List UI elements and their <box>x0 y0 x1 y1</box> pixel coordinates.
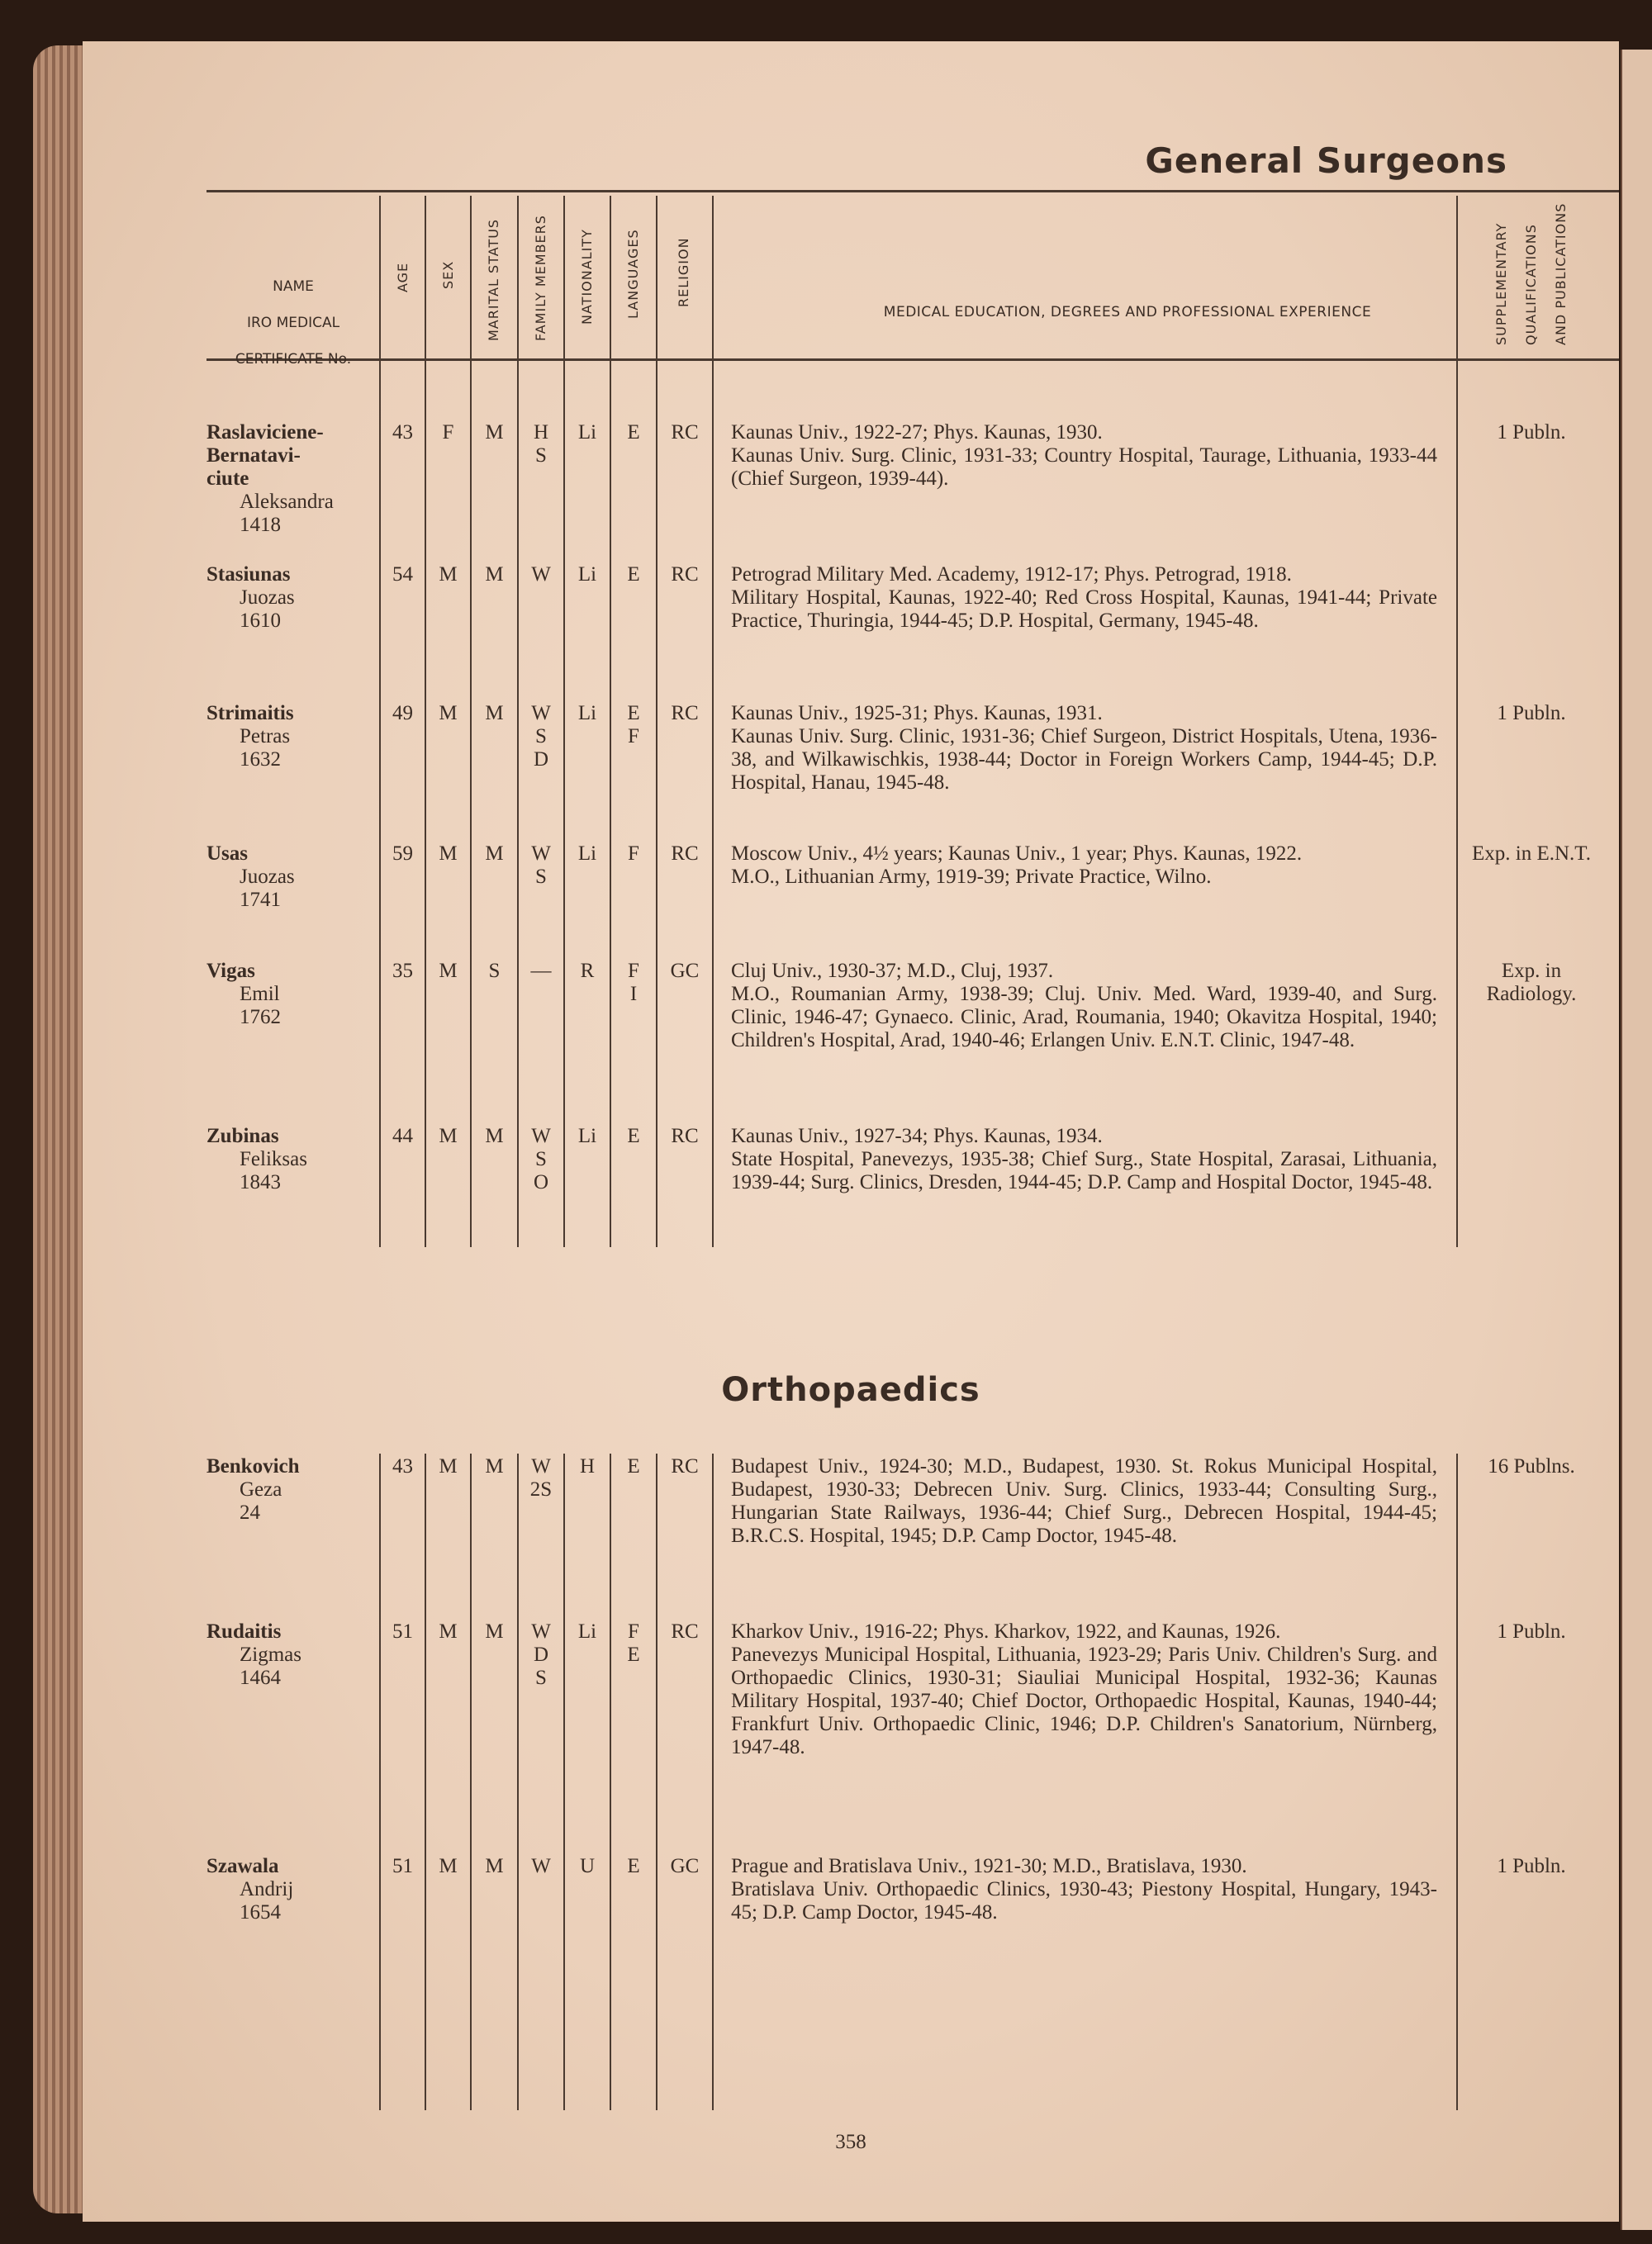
experience-paragraph: Kaunas Univ. Surg. Clinic, 1931-36; Chief Surgeon, District Hospitals, Utena, 1936-38, and Wilkawischkis, 1938-44; Doctor in Foreign Workers Camp, 1944-45; D.P. Hospital, Hanau, 1945-48. <box>731 725 1437 794</box>
family-member: 2S <box>529 1478 553 1501</box>
religion-cell: GC <box>670 1855 700 1877</box>
family-member: D <box>533 748 549 771</box>
family-member: S <box>535 1667 547 1689</box>
certificate-number: 1464 <box>240 1667 281 1689</box>
experience-paragraph: Budapest Univ., 1924-30; M.D., Budapest, 1930. St. Rokus Municipal Hospital, Budapest, 1930-33; Debrecen Univ. Surg. Clinics, 1933-44; Consulting Surg., Hungarian State Railways, 1936-44; Chief Surg., Debrecen Hospital, 1944-45; B.R.C.S. Hospital, 1945; D.P. Camp Doctor, 1945-48. <box>731 1455 1437 1547</box>
supplementary-cell: 1 Publn. <box>1497 421 1566 444</box>
family-member: S <box>535 725 547 747</box>
experience-paragraph: Prague and Bratislava Univ., 1921-30; M.D., Bratislava, 1930. <box>731 1855 1247 1877</box>
surname: Bernatavi- <box>206 444 301 467</box>
family-member: S <box>535 866 547 888</box>
languages-cell <box>610 421 657 444</box>
column-separator-line <box>425 359 426 1247</box>
column-separator-line <box>563 1454 565 2110</box>
sex-cell: M <box>439 1620 458 1643</box>
family-member: W <box>531 1455 551 1478</box>
religion-cell: RC <box>671 1125 699 1147</box>
experience-paragraph: Kharkov Univ., 1916-22; Phys. Kharkov, 1922, and Kaunas, 1926. <box>731 1620 1281 1643</box>
supplementary-cell: 1 Publn. <box>1497 702 1566 724</box>
first-name: Juozas <box>240 866 295 888</box>
medical-experience-cell <box>731 1455 1437 1548</box>
column-separator-line <box>470 196 472 361</box>
nationality-cell: Li <box>577 702 597 724</box>
languages-cell <box>610 960 657 1006</box>
surname: Zubinas <box>206 1125 279 1147</box>
age-cell: 43 <box>392 1455 413 1478</box>
supplementary-cell: Exp. in E.N.T. <box>1472 842 1591 865</box>
marital-status-cell: M <box>485 563 504 586</box>
marital-status-cell: M <box>485 1455 504 1478</box>
first-name: Feliksas <box>240 1148 307 1170</box>
languages-cell <box>610 563 657 586</box>
col-header-marital: MARITAL STATUS <box>486 218 501 341</box>
languages-cell <box>610 842 657 866</box>
age-cell: 49 <box>392 702 413 724</box>
age-cell: 44 <box>392 1125 413 1147</box>
family-member: D <box>533 1644 549 1666</box>
first-name: Petras <box>240 725 291 747</box>
column-separator-line <box>425 196 426 361</box>
doctor-name-cell <box>206 1455 380 1525</box>
doctor-name-cell <box>206 702 380 771</box>
col-header-age: AGE <box>395 262 411 292</box>
medical-experience-cell <box>731 1620 1437 1759</box>
language: E <box>627 1855 640 1877</box>
first-name: Emil <box>240 983 280 1005</box>
sex-cell: M <box>439 563 458 586</box>
family-member: — <box>530 960 552 982</box>
col-header-family: FAMILY MEMBERS <box>533 215 548 341</box>
surname: Raslaviciene- <box>206 421 324 444</box>
marital-status-cell: M <box>485 421 504 444</box>
col-header-supp-line3: AND PUBLICATIONS <box>1553 202 1569 345</box>
family-member: W <box>531 563 551 586</box>
col-header-medical: MEDICAL EDUCATION, DEGREES AND PROFESSIONAL EXPERIENCE <box>883 304 1372 320</box>
experience-paragraph: Kaunas Univ. Surg. Clinic, 1931-33; Country Hospital, Taurage, Lithuania, 1933-44 (Chief Surgeon, 1939-44). <box>731 444 1437 490</box>
languages-cell <box>610 1125 657 1148</box>
col-header-name <box>206 268 380 377</box>
certificate-number: 1741 <box>240 889 281 911</box>
surname: ciute <box>206 467 249 490</box>
religion-cell: GC <box>670 960 700 982</box>
family-member: W <box>531 1125 551 1147</box>
language: E <box>627 563 640 586</box>
sex-cell: M <box>439 842 458 865</box>
sex-cell: M <box>439 1125 458 1147</box>
family-members-cell <box>518 563 564 586</box>
supplementary-cell: 1 Publn. <box>1497 1855 1566 1877</box>
language: F <box>628 725 639 747</box>
age-cell: 51 <box>392 1620 413 1643</box>
surname: Stasiunas <box>206 563 291 586</box>
doctor-name-cell <box>206 563 380 633</box>
religion-cell: RC <box>671 1455 699 1478</box>
sex-cell: M <box>439 1455 458 1478</box>
experience-paragraph: Kaunas Univ., 1927-34; Phys. Kaunas, 1934. <box>731 1125 1103 1147</box>
language: E <box>627 702 640 724</box>
marital-status-cell: M <box>485 842 504 865</box>
experience-paragraph: Petrograd Military Med. Academy, 1912-17; Phys. Petrograd, 1918. <box>731 563 1292 586</box>
column-separator-line <box>379 1454 381 2110</box>
surname: Szawala <box>206 1855 279 1877</box>
experience-paragraph: Cluj Univ., 1930-37; M.D., Cluj, 1937. <box>731 960 1054 982</box>
experience-paragraph: Moscow Univ., 4½ years; Kaunas Univ., 1 year; Phys. Kaunas, 1922. <box>731 842 1303 865</box>
religion-cell: RC <box>671 702 699 724</box>
language: F <box>628 1620 639 1643</box>
marital-status-cell: M <box>485 1125 504 1147</box>
marital-status-cell: M <box>485 702 504 724</box>
header-bottom-rule <box>206 358 1619 361</box>
family-members-cell <box>518 702 564 771</box>
nationality-cell: R <box>580 960 595 982</box>
languages-cell <box>610 1455 657 1478</box>
marital-status-cell: M <box>485 1855 504 1877</box>
col-header-name-line3: CERTIFICATE No. <box>235 351 352 368</box>
surname: Vigas <box>206 960 255 982</box>
experience-paragraph: Kaunas Univ., 1925-31; Phys. Kaunas, 1931. <box>731 702 1103 724</box>
nationality-cell: Li <box>577 1620 597 1643</box>
languages-cell <box>610 702 657 748</box>
column-separator-line <box>610 359 611 1247</box>
family-members-cell <box>518 1125 564 1194</box>
doctor-name-cell <box>206 842 380 912</box>
nationality-cell: H <box>579 1455 596 1478</box>
doctor-name-cell <box>206 421 380 537</box>
col-header-nationality: NATIONALITY <box>579 229 595 325</box>
col-header-languages: LANGUAGES <box>625 229 641 319</box>
doctor-name-cell <box>206 1620 380 1690</box>
language: E <box>627 421 640 444</box>
col-header-religion: RELIGION <box>676 237 691 307</box>
column-separator-line <box>470 359 472 1247</box>
column-separator-line <box>563 196 565 361</box>
column-separator-line <box>517 196 519 361</box>
column-separator-line <box>517 1454 519 2110</box>
age-cell: 43 <box>392 421 413 444</box>
column-separator-line <box>563 359 565 1247</box>
col-header-supp-line1: SUPPLEMENTARY <box>1493 222 1509 345</box>
religion-cell: RC <box>671 421 699 444</box>
first-name: Juozas <box>240 586 295 609</box>
language: I <box>629 983 638 1005</box>
family-members-cell <box>518 842 564 889</box>
nationality-cell: Li <box>577 421 597 444</box>
orthopaedics-title: Orthopaedics <box>721 1371 980 1409</box>
surname: Benkovich <box>206 1455 300 1478</box>
family-member: H <box>533 421 549 444</box>
medical-experience-cell <box>731 421 1437 491</box>
column-separator-line <box>656 1454 657 2110</box>
medical-experience-cell <box>731 702 1437 795</box>
sex-cell: F <box>442 421 454 444</box>
sex-cell: M <box>439 702 458 724</box>
supplementary-cell: 1 Publn. <box>1497 1620 1566 1643</box>
column-separator-line <box>1456 196 1458 361</box>
age-cell: 51 <box>392 1855 413 1877</box>
header-top-rule <box>206 190 1619 192</box>
nationality-cell: U <box>579 1855 596 1877</box>
col-header-supp-line2: QUALIFICATIONS <box>1523 224 1539 345</box>
certificate-number: 24 <box>240 1502 260 1524</box>
certificate-number: 1843 <box>240 1171 281 1193</box>
first-name: Andrij <box>240 1878 294 1900</box>
religion-cell: RC <box>671 1620 699 1643</box>
column-separator-line <box>1456 1454 1458 2110</box>
first-name: Geza <box>240 1478 282 1501</box>
experience-paragraph: Kaunas Univ., 1922-27; Phys. Kaunas, 1930. <box>731 421 1103 444</box>
medical-experience-cell <box>731 960 1437 1052</box>
sex-cell: M <box>439 1855 458 1877</box>
family-member: W <box>531 842 551 865</box>
medical-experience-cell <box>731 1125 1437 1194</box>
experience-paragraph: State Hospital, Panevezys, 1935-38; Chief Surg., State Hospital, Zarasai, Lithuania, 1939-44; Surg. Clinics, Dresden, 1944-45; D.P. Camp and Hospital Doctor, 1945-48. <box>731 1148 1437 1193</box>
certificate-number: 1632 <box>240 748 281 771</box>
column-separator-line <box>610 196 611 361</box>
family-members-cell <box>518 1855 564 1878</box>
column-separator-line <box>379 196 381 361</box>
surname: Strimaitis <box>206 702 294 724</box>
column-separator-line <box>425 1454 426 2110</box>
sex-cell: M <box>439 960 458 982</box>
marital-status-cell: S <box>488 960 501 982</box>
certificate-number: 1654 <box>240 1901 281 1924</box>
column-separator-line <box>712 359 714 1247</box>
experience-paragraph: Military Hospital, Kaunas, 1922-40; Red Cross Hospital, Kaunas, 1941-44; Private Practice, Thuringia, 1944-45; D.P. Hospital, Germany, 1945-48. <box>731 586 1437 632</box>
page-number: 358 <box>835 2131 866 2153</box>
col-header-sex: SEX <box>440 260 456 289</box>
surname: Rudaitis <box>206 1620 282 1643</box>
supplementary-cell: Exp. in Radiology. <box>1486 960 1577 1005</box>
family-members-cell <box>518 1620 564 1690</box>
religion-cell: RC <box>671 563 699 586</box>
first-name: Aleksandra <box>240 491 334 513</box>
column-separator-line <box>712 196 714 361</box>
column-separator-line <box>656 196 657 361</box>
nationality-cell: Li <box>577 842 597 865</box>
medical-experience-cell <box>731 563 1437 633</box>
age-cell: 54 <box>392 563 413 586</box>
language: F <box>628 960 639 982</box>
marital-status-cell: M <box>485 1620 504 1643</box>
first-name: Zigmas <box>240 1644 301 1666</box>
certificate-number: 1418 <box>240 514 281 536</box>
language: E <box>627 1455 640 1478</box>
experience-paragraph: M.O., Lithuanian Army, 1919-39; Private Practice, Wilno. <box>731 866 1212 888</box>
book-page <box>83 41 1619 2222</box>
family-member: W <box>531 1855 551 1877</box>
religion-cell: RC <box>671 842 699 865</box>
languages-cell <box>610 1855 657 1878</box>
column-separator-line <box>517 359 519 1247</box>
doctor-name-cell <box>206 960 380 1029</box>
column-separator-line <box>610 1454 611 2110</box>
col-header-name-line1: NAME <box>273 278 314 295</box>
supplementary-cell: 16 Publns. <box>1488 1455 1575 1478</box>
family-members-cell <box>518 1455 564 1502</box>
experience-paragraph: M.O., Roumanian Army, 1938-39; Cluj. Univ. Med. Ward, 1939-40, and Surg. Clinic, 1946-47; Gynaeco. Clinic, Arad, Roumania, 1940; Okavitza Hospital, 1940; Children's Hospital, Arad, 1940-46; Erlangen Univ. E.N.T. Clinic, 1947-48. <box>731 983 1437 1051</box>
column-separator-line <box>1456 359 1458 1247</box>
age-cell: 59 <box>392 842 413 865</box>
certificate-number: 1762 <box>240 1006 281 1028</box>
col-header-name-line2: IRO MEDICAL <box>246 315 340 331</box>
age-cell: 35 <box>392 960 413 982</box>
col-header-supplementary <box>1487 203 1576 345</box>
nationality-cell: Li <box>577 563 597 586</box>
medical-experience-cell <box>731 842 1437 889</box>
family-member: S <box>535 444 547 467</box>
surname: Usas <box>206 842 249 865</box>
column-separator-line <box>656 359 657 1247</box>
nationality-cell: Li <box>577 1125 597 1147</box>
experience-paragraph: Bratislava Univ. Orthopaedic Clinics, 1930-43; Piestony Hospital, Hungary, 1943-45; D.P. Camp Doctor, 1945-48. <box>731 1878 1437 1924</box>
section-title: General Surgeons <box>1145 140 1507 181</box>
language: F <box>628 842 639 865</box>
family-member: W <box>531 702 551 724</box>
experience-paragraph: Panevezys Municipal Hospital, Lithuania, 1923-29; Paris Univ. Children's Surg. and Orthopaedic Clinics, 1930-31; Siauliai Municipal Hospital, 1932-36; Kaunas Military Hospital, 1937-40; Chief Doctor, Orthopaedic Hospital, Kaunas, 1940-44; Frankfurt Univ. Orthopaedic Clinic, 1946; D.P. Children's Sanatorium, Nürnberg, 1947-48. <box>731 1644 1437 1758</box>
language: E <box>627 1644 640 1666</box>
column-separator-line <box>712 1454 714 2110</box>
column-separator-line <box>470 1454 472 2110</box>
doctor-name-cell <box>206 1855 380 1924</box>
next-page-edge <box>1621 50 1652 2230</box>
family-members-cell <box>518 421 564 467</box>
certificate-number: 1610 <box>240 610 281 632</box>
languages-cell <box>610 1620 657 1667</box>
family-member: W <box>531 1620 551 1643</box>
family-members-cell <box>518 960 564 983</box>
doctor-name-cell <box>206 1125 380 1194</box>
medical-experience-cell <box>731 1855 1437 1924</box>
language: E <box>627 1125 640 1147</box>
family-member: S <box>535 1148 547 1170</box>
family-member: O <box>533 1171 549 1193</box>
